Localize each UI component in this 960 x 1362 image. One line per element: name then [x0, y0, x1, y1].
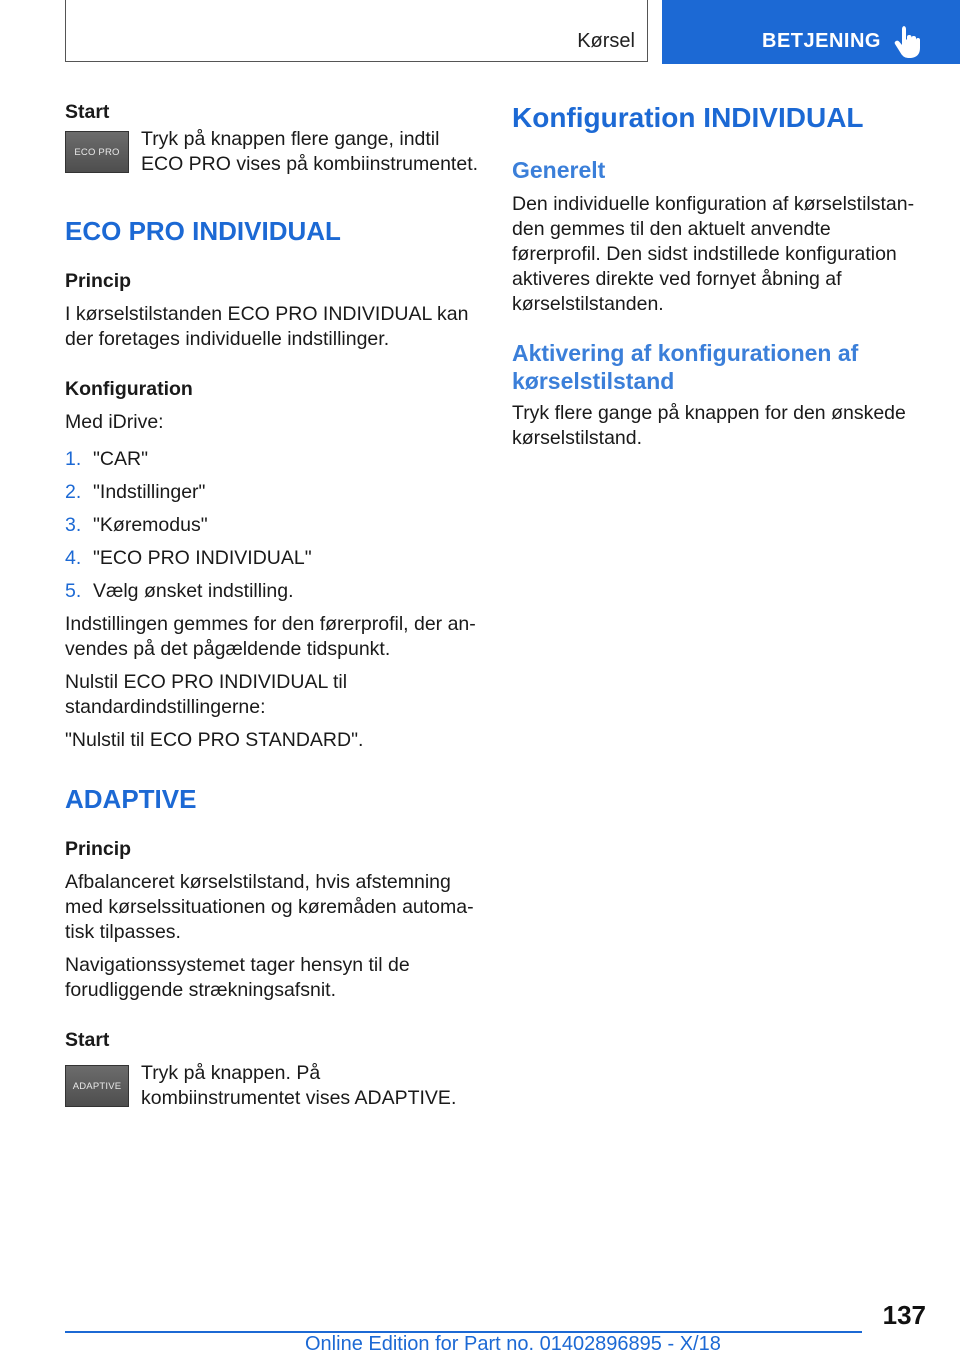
step-item: 2. "Indstillinger" — [65, 481, 206, 503]
konfiguration-steps — [65, 447, 480, 604]
step-item: 1. "CAR" — [65, 448, 149, 470]
page-number: 137 — [882, 1300, 926, 1330]
adaptive-start-row — [65, 1061, 480, 1111]
start-heading-2: Start — [65, 1029, 110, 1051]
adaptive-title: ADAPTIVE — [65, 784, 197, 814]
aktivering-text: Tryk flere gange på knappen for den ønskede kørselstilstand. — [512, 402, 906, 449]
adaptive-start-text: Tryk på knappen. På kombiinstrumentet vises ADAPTIVE. — [141, 1062, 457, 1109]
konfiguration-paragraph-3: "Nulstil til ECO PRO STANDARD". — [65, 729, 364, 751]
edition-footer: Online Edition for Part no. 01402896895 - X/18 — [305, 1333, 721, 1355]
konfiguration-intro: Med iDrive: — [65, 411, 164, 433]
konfiguration-paragraph-1: Indstillingen gemmes for den førerprofil, der anvendes på det pågældende tidspunkt. — [65, 613, 476, 660]
eco-pro-button-image: ECO PRO — [65, 131, 129, 173]
konfiguration-paragraph-2: Nulstil ECO PRO INDIVIDUAL til standardindstillingerne: — [65, 671, 348, 718]
left-column — [65, 100, 480, 1111]
step-item: 4. "ECO PRO INDIVIDUAL" — [65, 547, 312, 569]
princip-heading-2: Princip — [65, 838, 132, 860]
generelt-text: Den individuelle konfiguration af kørselstilstanden gemmes til den aktuelt anvendte førerprofil. Den sidst indstillede konfiguration aktiveres direkte ved fornyet åbning af kørselstilstanden. — [512, 193, 915, 315]
konfiguration-individual-title: Konfiguration INDIVIDUAL — [512, 102, 864, 133]
eco-pro-start-row — [65, 127, 480, 177]
adaptive-button-image: ADAPTIVE — [65, 1065, 129, 1107]
princip-heading: Princip — [65, 270, 132, 292]
section-title: Kørsel — [577, 30, 635, 52]
chapter-label: BETJENING — [762, 30, 881, 52]
header-frame — [65, 0, 648, 62]
right-column — [512, 100, 922, 451]
konfiguration-heading: Konfiguration — [65, 378, 193, 400]
generelt-heading: Generelt — [512, 157, 606, 183]
start-heading: Start — [65, 101, 110, 123]
princip-paragraph-1: Afbalanceret kørselstilstand, hvis afstemning med kørselssituationen og køremåden automatisk tilpasses. — [65, 871, 474, 943]
step-item: 5. Vælg ønsket indstilling. — [65, 580, 294, 602]
princip-text: I kørselstilstanden ECO PRO INDIVIDUAL kan der foretages individuelle indstillinger. — [65, 303, 469, 350]
step-item: 3. "Køremodus" — [65, 514, 208, 536]
chapter-tab[interactable] — [662, 0, 960, 64]
aktivering-heading: Aktivering af konfigurationen af kørselstilstand — [512, 340, 859, 394]
hand-pointer-icon — [894, 24, 922, 58]
eco-pro-individual-title: ECO PRO INDIVIDUAL — [65, 216, 341, 246]
eco-pro-start-text: Tryk på knappen flere gange, indtil ECO PRO vises på kombiinstrumentet. — [141, 128, 479, 175]
princip-paragraph-2: Navigationssystemet tager hensyn til de forudliggende strækningsafsnit. — [65, 954, 410, 1001]
